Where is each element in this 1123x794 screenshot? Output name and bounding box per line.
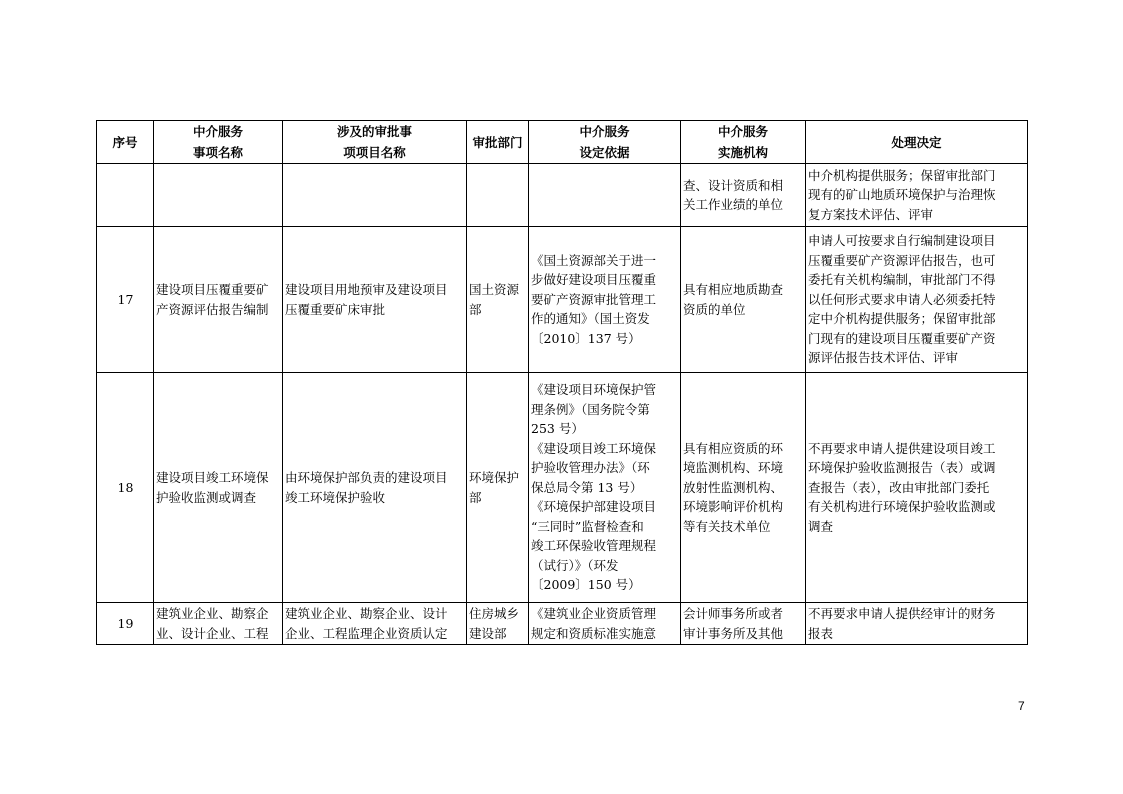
- cell-decision: 不再要求申请人提供建设项目竣工 环境保护验收监测报告（表）或调 查报告（表），改由审批部门委托 有关机构进行环境保护验收监测或 调查: [806, 373, 1028, 603]
- cell-approval-item: 由环境保护部负责的建设项目 竣工环境保护验收: [283, 373, 467, 603]
- cell-dept: 住房城乡 建设部: [467, 603, 529, 645]
- cell-decision: 不再要求申请人提供经审计的财务 报表: [806, 603, 1028, 645]
- cell-basis: [529, 164, 681, 227]
- cell-no: 17: [97, 227, 154, 373]
- header-agency: 中介服务 实施机构: [681, 121, 806, 164]
- table-row: [97, 373, 1028, 603]
- cell-approval-item: 建设项目用地预审及建设项目 压覆重要矿床审批: [283, 227, 467, 373]
- header-dept: 审批部门: [467, 121, 529, 164]
- page-number: 7: [1018, 699, 1025, 713]
- header-approval-item: 涉及的审批事 项项目名称: [283, 121, 467, 164]
- cell-dept: 国土资源 部: [467, 227, 529, 373]
- cell-service-name: 建筑业企业、勘察企 业、设计企业、工程: [154, 603, 283, 645]
- cell-no: [97, 164, 154, 227]
- cell-basis: 《建设项目环境保护管 理条例》（国务院令第 253 号） 《建设项目竣工环境保 护验收管理办法》（环 保总局令第 13 号） 《环境保护部建设项目 “三同时”监督检查和 竣工环保验收管理规程 （试行）》（环发 〔2009〕150 号）: [529, 373, 681, 603]
- table-row: [97, 603, 1028, 645]
- approval-intermediary-table: [96, 120, 1028, 645]
- cell-no: 18: [97, 373, 154, 603]
- header-no: 序号: [97, 121, 154, 164]
- header-row: [97, 121, 1028, 164]
- cell-service-name: 建设项目压覆重要矿 产资源评估报告编制: [154, 227, 283, 373]
- cell-agency: 具有相应地质勘查 资质的单位: [681, 227, 806, 373]
- cell-agency: 查、设计资质和相 关工作业绩的单位: [681, 164, 806, 227]
- cell-dept: 环境保护 部: [467, 373, 529, 603]
- cell-agency: 具有相应资质的环 境监测机构、环境 放射性监测机构、 环境影响评价机构 等有关技术单位: [681, 373, 806, 603]
- header-decision: 处理决定: [806, 121, 1028, 164]
- header-basis: 中介服务 设定依据: [529, 121, 681, 164]
- cell-approval-item: 建筑业企业、勘察企业、设计 企业、工程监理企业资质认定: [283, 603, 467, 645]
- cell-basis: 《国土资源部关于进一 步做好建设项目压覆重 要矿产资源审批管理工 作的通知》（国土资发 〔2010〕137 号）: [529, 227, 681, 373]
- cell-decision: 申请人可按要求自行编制建设项目 压覆重要矿产资源评估报告，也可 委托有关机构编制，审批部门不得 以任何形式要求申请人必须委托特 定中介机构提供服务；保留审批部 门现有的建设项目压覆重要矿产资 源评估报告技术评估、评审: [806, 227, 1028, 373]
- cell-decision: 中介机构提供服务；保留审批部门 现有的矿山地质环境保护与治理恢 复方案技术评估、评审: [806, 164, 1028, 227]
- cell-no: 19: [97, 603, 154, 645]
- cell-approval-item: [283, 164, 467, 227]
- table-row: [97, 227, 1028, 373]
- cell-service-name: [154, 164, 283, 227]
- cell-agency: 会计师事务所或者 审计事务所及其他: [681, 603, 806, 645]
- table-row: [97, 164, 1028, 227]
- cell-service-name: 建设项目竣工环境保 护验收监测或调查: [154, 373, 283, 603]
- header-service-name: 中介服务 事项名称: [154, 121, 283, 164]
- cell-basis: 《建筑业企业资质管理 规定和资质标准实施意: [529, 603, 681, 645]
- cell-dept: [467, 164, 529, 227]
